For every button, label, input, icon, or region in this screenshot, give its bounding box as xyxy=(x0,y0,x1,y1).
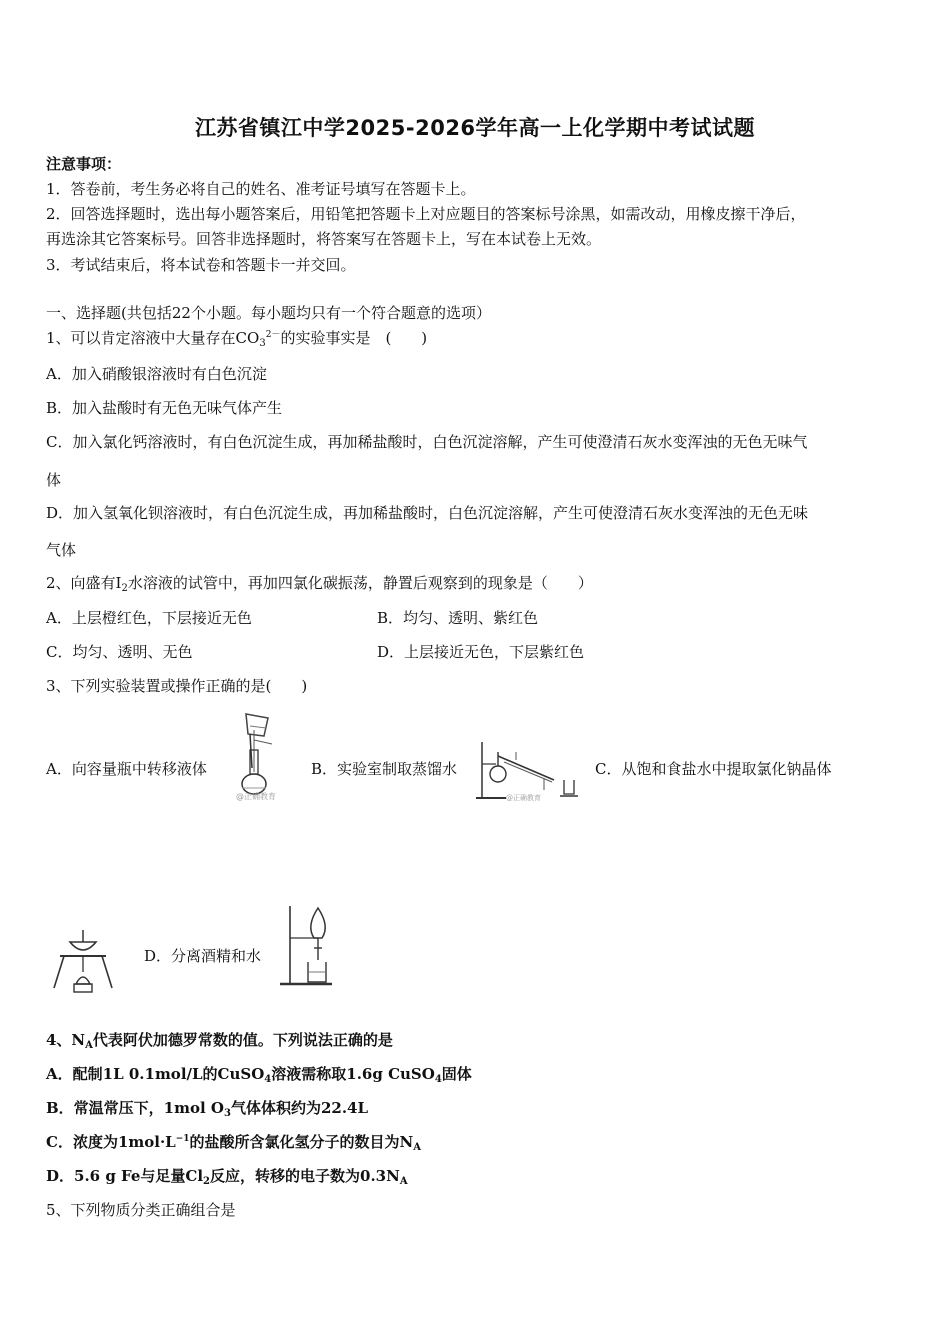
q4-d-sub: 2 xyxy=(203,1176,211,1187)
figure-watermark: @正确教育 xyxy=(236,792,276,801)
q1-stem xyxy=(46,327,427,349)
q5-stem: 5、下列物质分类正确组合是 xyxy=(46,1201,236,1219)
q3-stem: 3、下列实验装置或操作正确的是( ) xyxy=(46,677,308,695)
q4-option-d xyxy=(46,1165,408,1187)
notice-item-2-cont: 再选涂其它答案标号。回答非选择题时，将答案写在答题卡上，写在本试卷上无效。 xyxy=(46,230,602,248)
q1-option-a: A．加入硝酸银溶液时有白色沉淀 xyxy=(46,365,267,383)
q4-stem xyxy=(46,1029,393,1051)
q4-c-sup: −1 xyxy=(175,1134,190,1144)
q2-stem-sub: 2 xyxy=(121,583,128,594)
evaporation-figure xyxy=(50,928,116,998)
q1-option-b: B．加入盐酸时有无色无味气体产生 xyxy=(46,399,283,417)
separatory-funnel-figure xyxy=(278,904,334,990)
notice-item-1: 1．答卷前，考生务必将自己的姓名、准考证号填写在答题卡上。 xyxy=(46,180,476,198)
q4-c-pre: C．浓度为1mol·L xyxy=(46,1133,176,1151)
q1-option-d: D．加入氢氧化钡溶液时，有白色沉淀生成，再加稀盐酸时，白色沉淀溶解，产生可使澄清石灰水变浑浊的无色无味 xyxy=(46,504,809,522)
q2-stem-pre: 2、向盛有I xyxy=(46,574,122,592)
q1-option-c: C．加入氯化钙溶液时，有白色沉淀生成，再加稀盐酸时，白色沉淀溶解，产生可使澄清石灰水变浑浊的无色无味气 xyxy=(46,433,808,451)
q2-option-d: D．上层接近无色，下层紫红色 xyxy=(377,643,585,661)
volumetric-flask-figure xyxy=(228,710,294,802)
q3-option-c: C．从饱和食盐水中提取氯化钠晶体 xyxy=(595,760,832,778)
section-heading: 一、选择题(共包括22个小题。每小题均只有一个符合题意的选项） xyxy=(46,304,491,322)
q2-option-b: B．均匀、透明、紫红色 xyxy=(377,609,539,627)
q4-b-sub: 3 xyxy=(223,1108,231,1119)
q4-option-b xyxy=(46,1097,368,1119)
q4-stem-sub: A xyxy=(85,1040,93,1051)
q4-stem-post: 代表阿伏加德罗常数的值。下列说法正确的是 xyxy=(92,1031,393,1049)
figure-watermark: @正确教育 xyxy=(506,794,541,802)
notice-item-2: 2．回答选择题时，选出每小题答案后，用铅笔把答题卡上对应题目的答案标号涂黑，如需改动，用橡皮擦干净后， xyxy=(46,205,806,223)
q1-option-c-cont: 体 xyxy=(46,471,62,489)
q4-b-pre: B．常温常压下，1mol O xyxy=(46,1099,224,1117)
q4-a-pre: A．配制1L 0.1mol/L的CuSO xyxy=(46,1065,265,1083)
q1-stem-pre: 1、可以肯定溶液中大量存在CO xyxy=(46,329,260,347)
q2-stem xyxy=(46,572,593,594)
q4-c-mid: 的盐酸所含氯化氢分子的数目为N xyxy=(189,1133,414,1151)
notice-heading: 注意事项： xyxy=(46,155,122,173)
q1-stem-post: 的实验事实是 ( ) xyxy=(280,329,428,347)
q4-a-mid: 溶液需称取1.6g CuSO xyxy=(271,1065,435,1083)
q1-option-d-cont: 气体 xyxy=(46,541,77,559)
q2-option-a: A．上层橙红色，下层接近无色 xyxy=(46,609,252,627)
q4-option-c xyxy=(46,1131,421,1153)
distillation-figure xyxy=(476,738,580,802)
q1-stem-sup: 2－ xyxy=(265,330,281,340)
q4-stem-n: 4、N xyxy=(46,1031,86,1049)
q2-stem-post: 水溶液的试管中，再加四氯化碳振荡，静置后观察到的现象是（ ） xyxy=(127,574,593,592)
notice-item-3: 3．考试结束后，将本试卷和答题卡一并交回。 xyxy=(46,256,356,274)
page-title: 江苏省镇江中学2025-2026学年高一上化学期中考试试题 xyxy=(194,116,756,140)
q4-a-post: 固体 xyxy=(441,1065,472,1083)
q4-option-a xyxy=(46,1063,472,1085)
q3-option-b: B．实验室制取蒸馏水 xyxy=(311,760,458,778)
q4-b-post: 气体体积约为22.4L xyxy=(230,1099,369,1117)
q4-a-sub2: 4 xyxy=(434,1074,442,1085)
q3-option-d: D．分离酒精和水 xyxy=(144,947,262,965)
q4-c-sub: A xyxy=(413,1142,422,1153)
q4-d-pre: D．5.6 g Fe与足量Cl xyxy=(46,1167,204,1185)
q4-a-sub1: 4 xyxy=(264,1074,272,1085)
q3-option-a: A．向容量瓶中转移液体 xyxy=(46,760,207,778)
q4-d-sub2: A xyxy=(399,1176,408,1187)
q4-d-mid: 反应，转移的电子数为0.3N xyxy=(210,1167,400,1185)
q2-option-c: C．均匀、透明、无色 xyxy=(46,643,193,661)
q1-stem-sub: 3 xyxy=(259,338,266,349)
